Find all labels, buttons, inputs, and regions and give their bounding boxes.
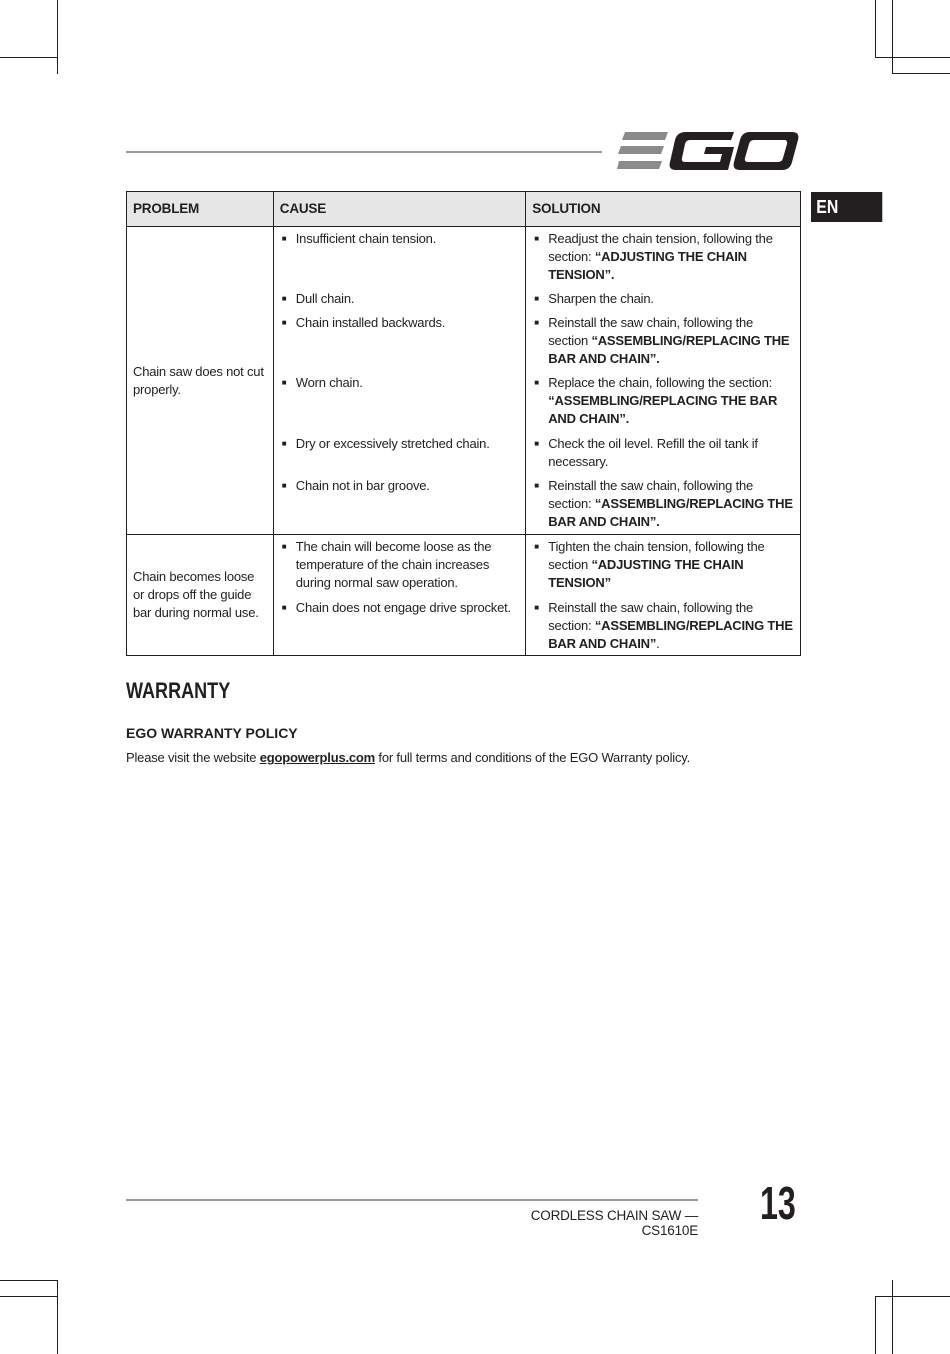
problem-cell: Chain saw does not cut properly. <box>127 227 274 535</box>
bullet-icon: ■ <box>281 318 287 327</box>
page-number: 13 <box>760 1177 796 1229</box>
list-item: ■ The chain will become loose as the temperature of the chain increases during normal saw operation. <box>274 538 525 599</box>
header-cause: CAUSE <box>273 192 525 227</box>
list-item: ■ Reinstall the saw chain, following the section: “ASSEMBLING/REPLACING THE BAR AND CHAIN”. <box>534 478 793 529</box>
bullet-icon: ■ <box>534 542 539 551</box>
bullet-icon: ■ <box>534 318 539 327</box>
website-link[interactable]: egopowerplus.com <box>259 750 376 765</box>
bullet-icon: ■ <box>281 542 287 551</box>
bullet-icon: ■ <box>534 603 539 612</box>
table-row <box>127 227 801 535</box>
crop-mark <box>892 73 950 74</box>
header-rule <box>126 151 602 153</box>
footer-rule <box>126 1199 698 1201</box>
header-problem: PROBLEM <box>127 192 274 227</box>
troubleshooting-table <box>126 191 801 656</box>
ego-logo <box>616 130 800 172</box>
bullet-icon: ■ <box>534 439 539 448</box>
crop-mark <box>57 0 58 74</box>
cause-cell <box>273 535 525 656</box>
bullet-icon: ■ <box>281 439 287 448</box>
crop-mark <box>0 1296 58 1297</box>
crop-mark <box>875 57 950 58</box>
problem-cell: Chain becomes loose or drops off the guide bar during normal use. <box>127 535 274 656</box>
footer-product: CORDLESS CHAIN SAW — CS1610E <box>530 1208 698 1238</box>
bullet-icon: ■ <box>281 234 287 243</box>
list-item: ■ Readjust the chain tension, following the section: “ADJUSTING THE CHAIN TENSION”. <box>526 230 800 290</box>
crop-mark <box>0 1280 58 1281</box>
list-item: ■ Check the oil level. Refill the oil tank if necessary. <box>526 435 800 477</box>
list-item: ■ Dull chain. <box>274 290 525 314</box>
bullet-icon: ■ <box>534 481 539 490</box>
table-header-row <box>127 192 801 227</box>
bullet-icon: ■ <box>534 294 539 303</box>
solution-cell <box>526 227 801 535</box>
list-item: ■ Sharpen the chain. <box>526 290 800 314</box>
bullet-icon: ■ <box>534 234 539 243</box>
crop-mark <box>892 1280 893 1354</box>
crop-mark <box>0 57 58 58</box>
table-row <box>127 535 801 656</box>
list-item: ■ Dry or excessively stretched chain. <box>274 435 525 477</box>
cause-cell <box>273 227 525 535</box>
list-item: ■ Replace the chain, following the section: “ASSEMBLING/REPLACING THE BAR AND CHAIN”. <box>526 374 800 435</box>
crop-mark <box>57 1280 58 1354</box>
crop-mark <box>875 1296 876 1354</box>
header-solution: SOLUTION <box>526 192 801 227</box>
solution-cell <box>526 535 801 656</box>
crop-mark <box>875 1296 950 1297</box>
crop-mark <box>892 0 893 74</box>
list-item: ■ Insufficient chain tension. <box>274 230 525 290</box>
bullet-icon: ■ <box>534 378 539 387</box>
bullet-icon: ■ <box>281 378 287 387</box>
list-item: ■ Chain does not engage drive sprocket. <box>274 599 525 653</box>
list-item: ■ Chain not in bar groove. <box>274 477 525 517</box>
subsection-title: EGO WARRANTY POLICY <box>126 725 298 741</box>
policy-paragraph: Please visit the website egopowerplus.com for full terms and conditions of the EGO Warranty policy. <box>126 750 690 765</box>
language-tab: EN <box>811 192 882 222</box>
list-item: ■ Reinstall the saw chain, following the section “ASSEMBLING/REPLACING THE BAR AND CHAIN”. <box>526 314 800 374</box>
list-item: ■ Worn chain. <box>274 374 525 435</box>
crop-mark <box>875 0 876 58</box>
list-item: ■ Chain installed backwards. <box>274 314 525 374</box>
bullet-icon: ■ <box>281 603 287 612</box>
list-item: ■ Reinstall the saw chain, following the section: “ASSEMBLING/REPLACING THE BAR AND CHAIN”. <box>534 600 793 651</box>
bullet-icon: ■ <box>281 481 287 490</box>
list-item: ■ Tighten the chain tension, following the section “ADJUSTING THE CHAIN TENSION” <box>526 538 800 599</box>
bullet-icon: ■ <box>281 294 287 303</box>
section-title: WARRANTY <box>126 678 231 703</box>
